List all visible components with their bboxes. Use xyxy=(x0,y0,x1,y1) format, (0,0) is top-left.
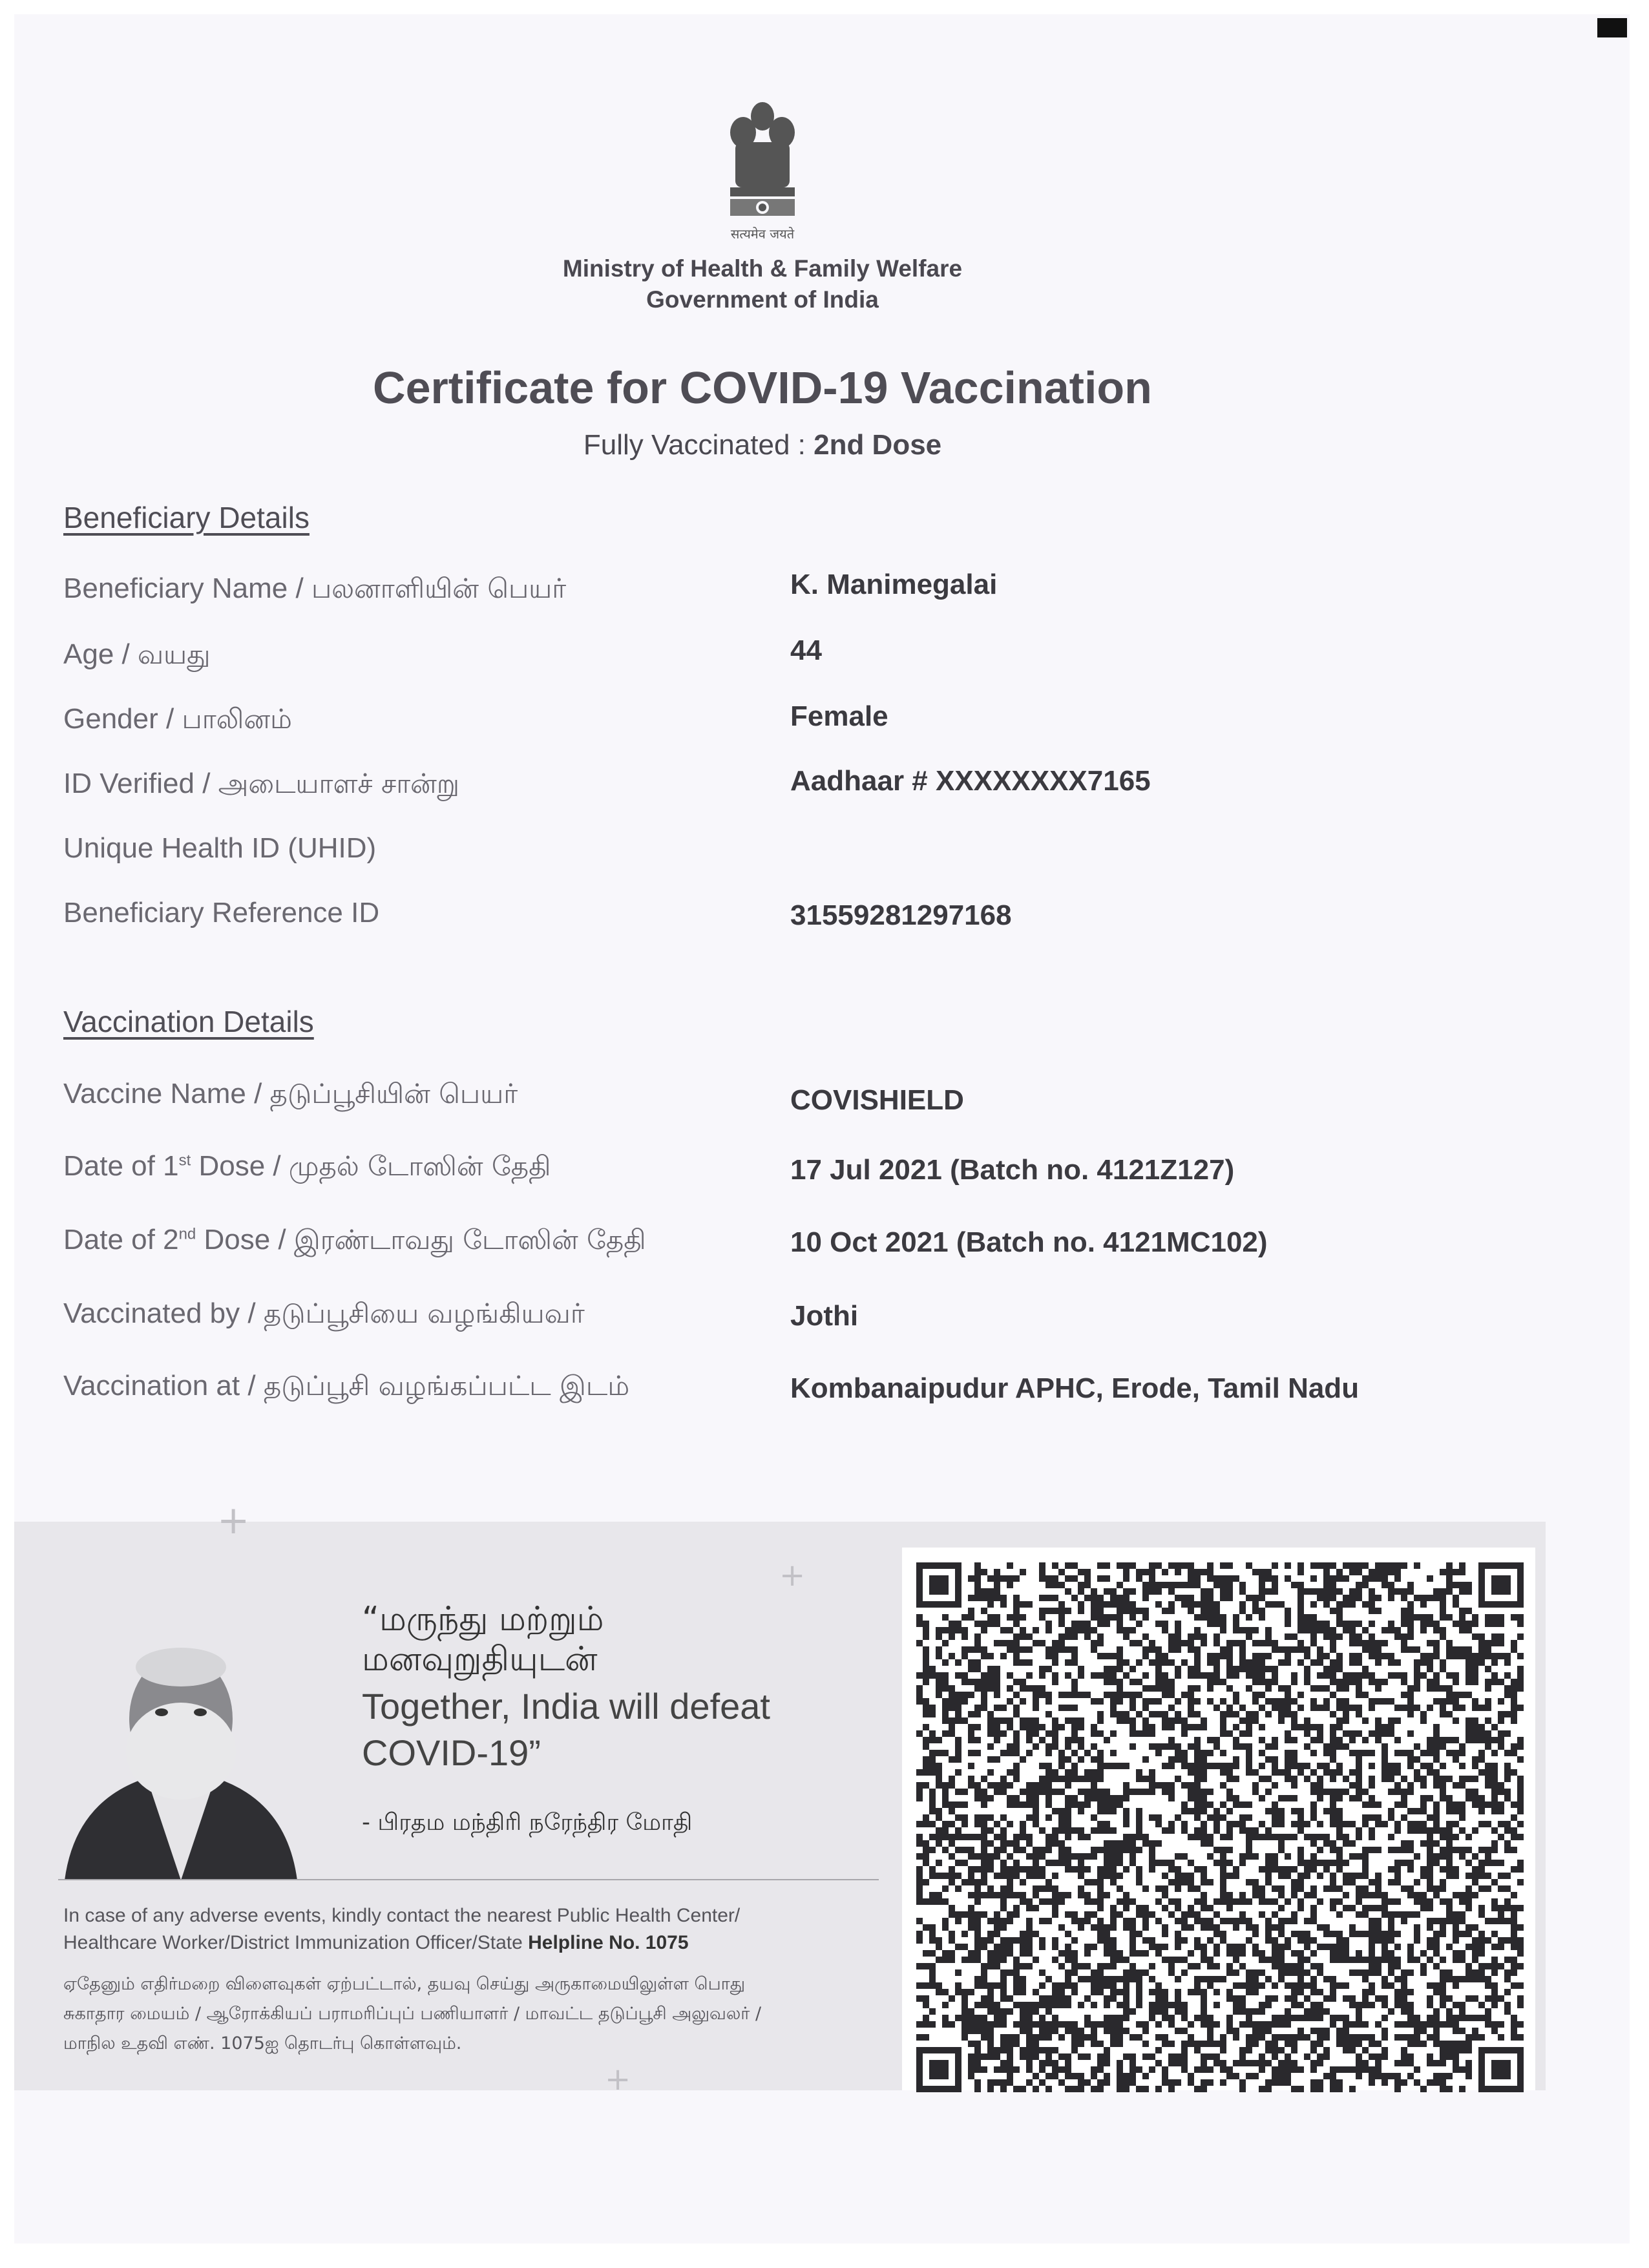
notice-line: சுகாதார மையம் / ஆரோக்கியப் பராமரிப்புப் பணியாளர் / மாவட்ட தடுப்பூசி அலுவலர் / xyxy=(63,2004,762,2024)
gender-row xyxy=(63,700,1549,748)
plus-decoration-icon: + xyxy=(779,1557,806,1593)
reference-id-row xyxy=(63,897,1549,942)
dose1-row xyxy=(63,1150,1549,1195)
notice-line: ஏதேனும் எதிர்மறை விளைவுகள் ஏற்பட்டால், தயவு செய்து அருகாமையிலுள்ள பொது xyxy=(63,1974,746,1994)
status-dose: 2nd Dose xyxy=(814,429,942,461)
field-label: Vaccination at / தடுப்பூசி வழங்கப்பட்ட இடம் xyxy=(63,1370,630,1402)
adverse-event-notice-tamil xyxy=(63,1969,884,2059)
adverse-event-notice-english xyxy=(63,1902,884,1957)
notice-line: மாநில உதவி எண். 1075ஐ தொடர்பு கொள்ளவும். xyxy=(63,2033,462,2053)
field-label: Beneficiary Name / பலனாளியின் பெயர் xyxy=(63,572,567,604)
reference-id-value: 31559281297168 xyxy=(790,899,1012,931)
vaccine-name-value: COVISHIELD xyxy=(790,1084,964,1116)
vaccination-status xyxy=(388,429,1137,461)
field-label: Vaccine Name / தடுப்பூசியின் பெயர் xyxy=(63,1078,518,1109)
vaccination-site-row xyxy=(63,1370,1549,1415)
field-label: Beneficiary Reference ID xyxy=(63,897,380,929)
plus-decoration-icon: + xyxy=(605,2061,631,2097)
qr-code-icon xyxy=(916,1562,1524,2092)
quote-tamil xyxy=(362,1599,604,1679)
beneficiary-details-heading: Beneficiary Details xyxy=(63,501,310,534)
field-label: Age / வயது xyxy=(63,638,211,670)
uhid-row xyxy=(63,832,1549,877)
helpline-number: Helpline No. 1075 xyxy=(528,1932,689,1953)
vaccinated-by-value: Jothi xyxy=(790,1300,859,1332)
age-value: 44 xyxy=(790,635,822,666)
beneficiary-name-value: K. Manimegalai xyxy=(790,569,998,600)
scan-mark xyxy=(1597,18,1627,37)
field-label: Gender / பாலினம் xyxy=(63,703,292,735)
age-row xyxy=(63,635,1549,684)
beneficiary-name-row xyxy=(63,569,1549,618)
vaccine-name-row xyxy=(63,1078,1549,1123)
government-name: Government of India xyxy=(646,286,879,313)
field-label: ID Verified / அடையாளச் சான்று xyxy=(63,768,460,799)
dose2-value: 10 Oct 2021 (Batch no. 4121MC102) xyxy=(790,1226,1268,1258)
field-label: Date of 2nd Dose / இரண்டாவது டோஸின் தேதி xyxy=(63,1224,646,1255)
certificate-title: Certificate for COVID-19 Vaccination xyxy=(373,362,1152,413)
dose1-value: 17 Jul 2021 (Batch no. 4121Z127) xyxy=(790,1154,1235,1186)
quote-tamil-line: மனவுறுதியுடன் xyxy=(362,1640,598,1679)
gender-value: Female xyxy=(790,700,888,732)
notice-line: In case of any adverse events, kindly contact the nearest Public Health Center/ xyxy=(63,1905,740,1926)
prime-minister-portrait xyxy=(52,1622,310,1880)
vaccinated-by-row xyxy=(63,1297,1549,1343)
national-emblem-icon xyxy=(717,97,808,246)
vaccination-details-heading: Vaccination Details xyxy=(63,1005,314,1038)
dose2-row xyxy=(63,1224,1549,1269)
quote-english xyxy=(362,1683,918,1776)
notice-line: Healthcare Worker/District Immunization Officer/State Helpline No. 1075 xyxy=(63,1932,689,1953)
plus-decoration-icon: + xyxy=(217,1498,250,1543)
id-verified-value: Aadhaar # XXXXXXXX7165 xyxy=(790,765,1151,797)
field-label: Vaccinated by / தடுப்பூசியை வழங்கியவர் xyxy=(63,1297,585,1329)
status-prefix: Fully Vaccinated : xyxy=(583,429,814,461)
ministry-name: Ministry of Health & Family Welfare xyxy=(562,255,963,282)
quote-english-line: COVID-19” xyxy=(362,1732,541,1773)
field-label: Date of 1st Dose / முதல் டோஸின் தேதி xyxy=(63,1150,551,1182)
field-label: Unique Health ID (UHID) xyxy=(63,832,377,864)
quote-attribution: - பிரதம மந்திரி நரேந்திர மோதி xyxy=(362,1809,693,1836)
quote-tamil-line: “மருந்து மற்றும் xyxy=(362,1600,604,1639)
vaccination-site-value: Kombanaipudur APHC, Erode, Tamil Nadu xyxy=(790,1372,1360,1404)
banner-divider xyxy=(58,1879,879,1880)
ministry-heading xyxy=(439,253,1086,315)
id-verified-row xyxy=(63,765,1549,813)
quote-english-line: Together, India will defeat xyxy=(362,1686,770,1727)
emblem-motto: सत्यमेव जयते xyxy=(730,226,795,242)
